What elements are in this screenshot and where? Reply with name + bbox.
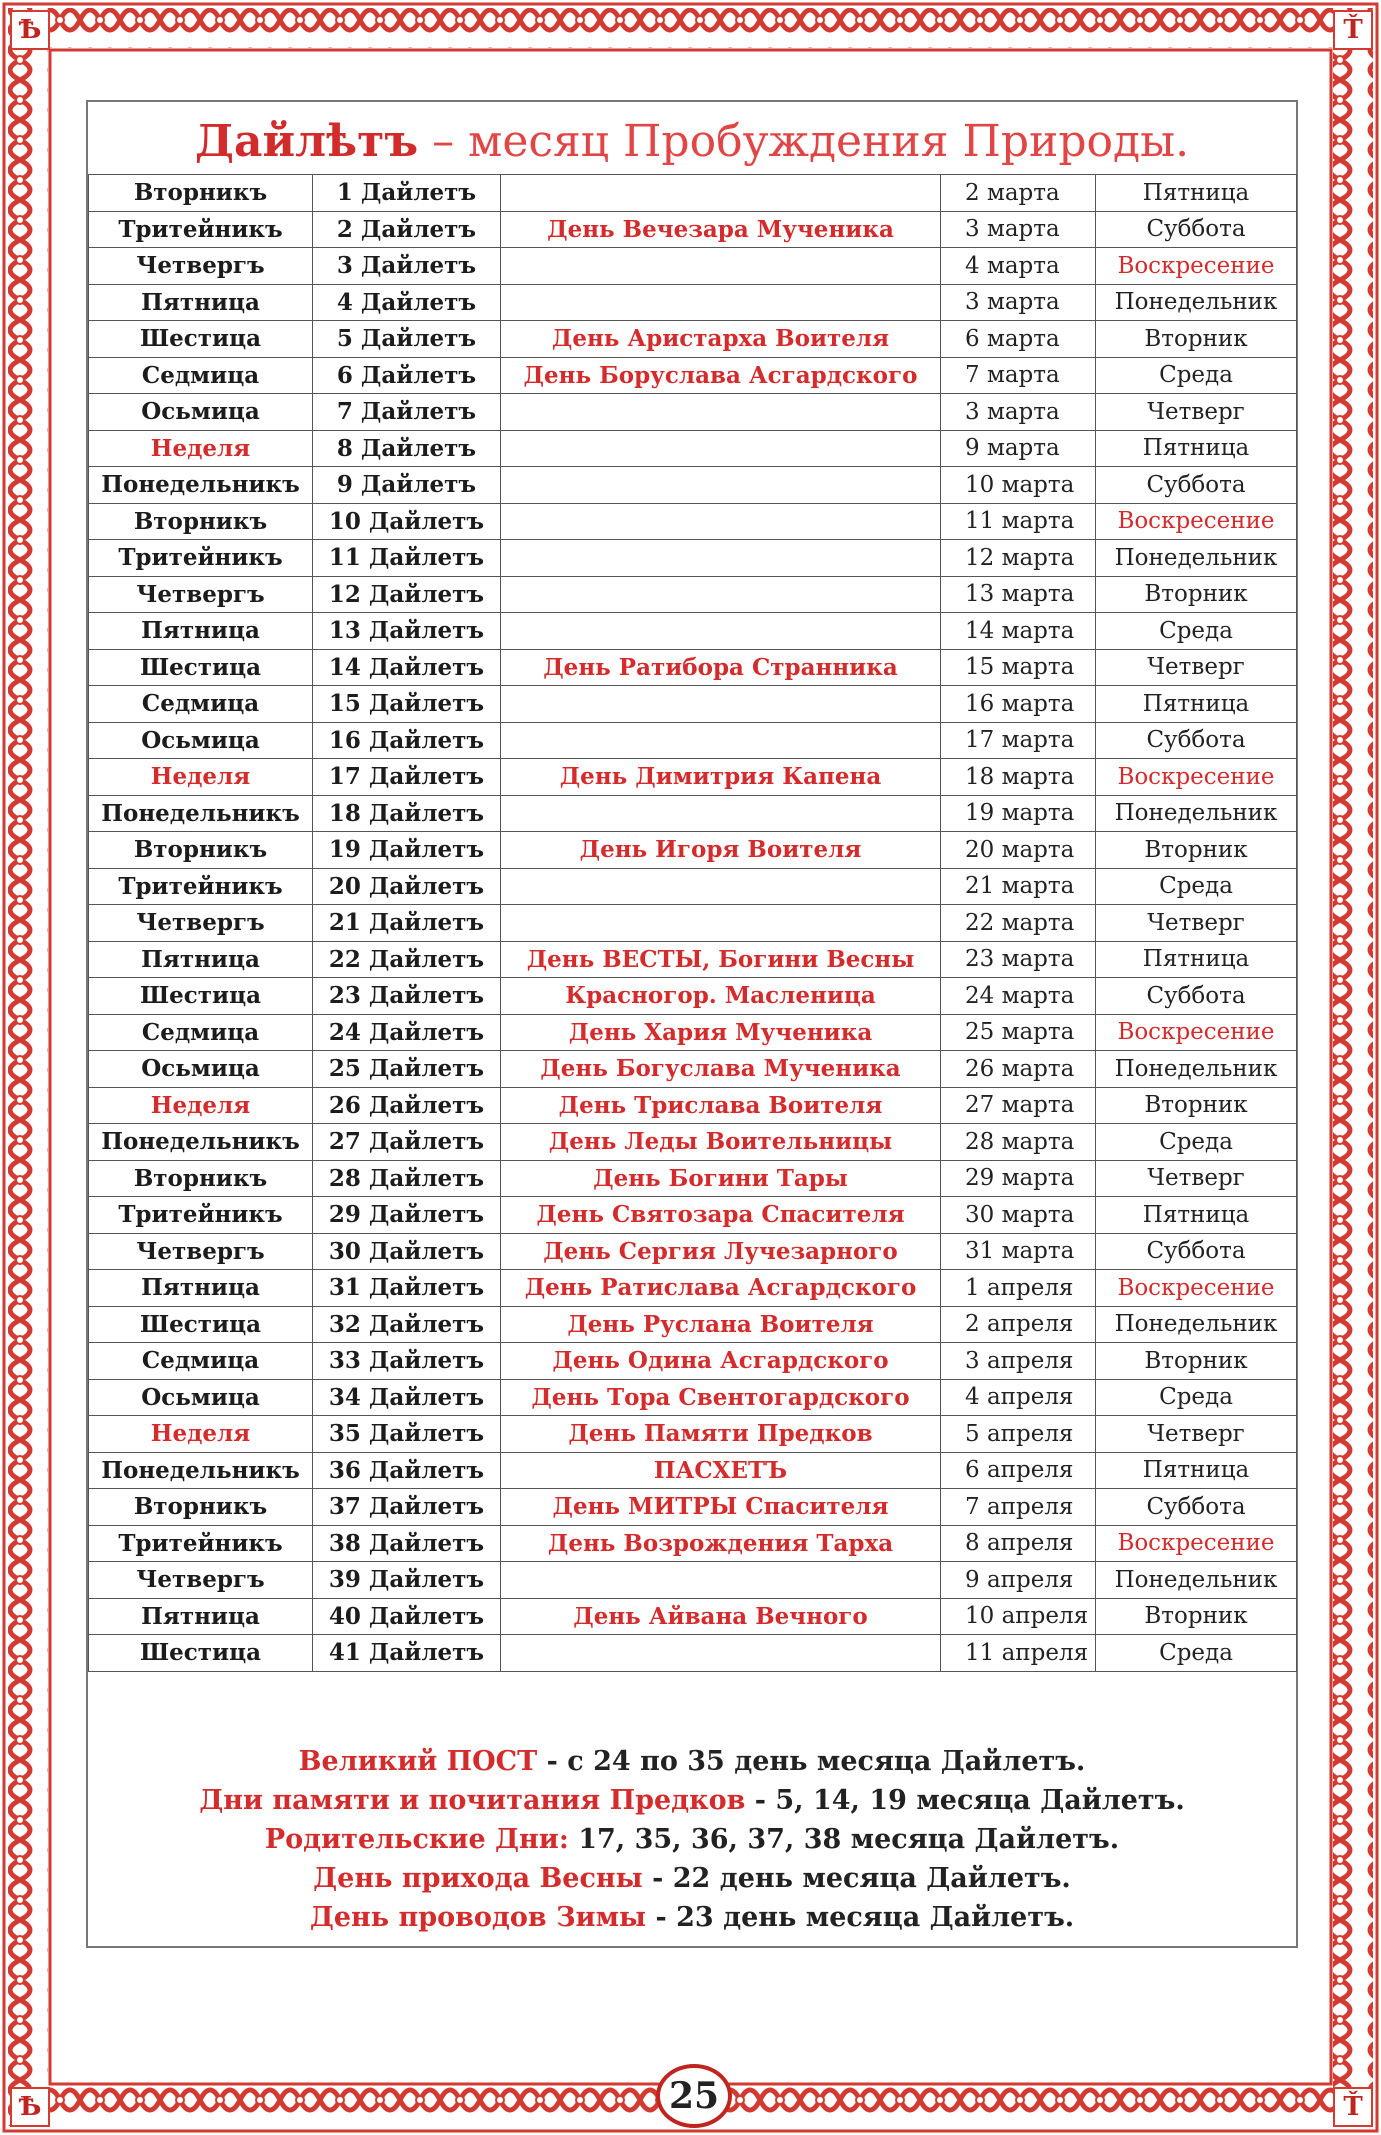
gregorian-date-cell: 21 марта: [941, 868, 1096, 905]
weekday-cell: Тритейникъ: [89, 1197, 313, 1234]
slavic-date-cell: 33 Дайлетъ: [313, 1343, 501, 1380]
slavic-date-cell: 8 Дайлетъ: [313, 430, 501, 467]
table-row: [89, 613, 1297, 650]
weekday-cell: Неделя: [89, 1416, 313, 1453]
table-row: [89, 321, 1297, 358]
weekday-cell: Тритейникъ: [89, 868, 313, 905]
slavic-date-cell: 36 Дайлетъ: [313, 1452, 501, 1489]
gregorian-weekday-cell: Вторник: [1096, 576, 1297, 613]
holiday-cell: [501, 613, 941, 650]
gregorian-date-cell: 7 марта: [941, 357, 1096, 394]
gregorian-date-cell: 9 марта: [941, 430, 1096, 467]
note-line: [88, 1898, 1296, 1937]
gregorian-weekday-cell: Пятница: [1096, 686, 1297, 723]
weekday-cell: Седмица: [89, 357, 313, 394]
gregorian-date-cell: 1 апреля: [941, 1270, 1096, 1307]
weekday-cell: Четвергъ: [89, 905, 313, 942]
holiday-cell: День Одина Асгардского: [501, 1343, 941, 1380]
weekday-cell: Пятница: [89, 613, 313, 650]
note-line: [88, 1781, 1296, 1820]
slavic-date-cell: 29 Дайлетъ: [313, 1197, 501, 1234]
gregorian-date-cell: 29 марта: [941, 1160, 1096, 1197]
holiday-cell: [501, 394, 941, 431]
holiday-cell: День Хария Мученика: [501, 1014, 941, 1051]
weekday-cell: Тритейникъ: [89, 1525, 313, 1562]
table-row: [89, 1452, 1297, 1489]
gregorian-date-cell: 12 марта: [941, 540, 1096, 577]
weekday-cell: Шестица: [89, 1635, 313, 1672]
gregorian-date-cell: 11 марта: [941, 503, 1096, 540]
gregorian-date-cell: 31 марта: [941, 1233, 1096, 1270]
gregorian-date-cell: 2 марта: [941, 175, 1096, 212]
gregorian-weekday-cell: Среда: [1096, 357, 1297, 394]
gregorian-date-cell: 30 марта: [941, 1197, 1096, 1234]
note-label: День прихода Весны: [313, 1863, 643, 1894]
gregorian-weekday-cell: Понедельник: [1096, 1562, 1297, 1599]
table-row: [89, 175, 1297, 212]
holiday-cell: День Сергия Лучезарного: [501, 1233, 941, 1270]
slavic-date-cell: 5 Дайлетъ: [313, 321, 501, 358]
gregorian-weekday-cell: Четверг: [1096, 649, 1297, 686]
slavic-date-cell: 40 Дайлетъ: [313, 1598, 501, 1635]
holiday-cell: День Святозара Спасителя: [501, 1197, 941, 1234]
table-row: [89, 686, 1297, 723]
slavic-date-cell: 34 Дайлетъ: [313, 1379, 501, 1416]
weekday-cell: Пятница: [89, 284, 313, 321]
slavic-date-cell: 10 Дайлетъ: [313, 503, 501, 540]
holiday-cell: [501, 795, 941, 832]
table-row: [89, 467, 1297, 504]
weekday-cell: Неделя: [89, 759, 313, 796]
note-line: [88, 1742, 1296, 1781]
slavic-date-cell: 26 Дайлетъ: [313, 1087, 501, 1124]
slavic-date-cell: 23 Дайлетъ: [313, 978, 501, 1015]
note-label: Великий ПОСТ: [298, 1746, 538, 1777]
note-detail: - 22 день месяца Дайлетъ.: [642, 1863, 1071, 1894]
gregorian-weekday-cell: Суббота: [1096, 722, 1297, 759]
table-row: [89, 211, 1297, 248]
weekday-cell: Понедельникъ: [89, 795, 313, 832]
slavic-date-cell: 14 Дайлетъ: [313, 649, 501, 686]
table-row: [89, 1197, 1297, 1234]
slavic-date-cell: 3 Дайлетъ: [313, 248, 501, 285]
weekday-cell: Неделя: [89, 430, 313, 467]
note-label: Родительские Дни:: [264, 1824, 569, 1855]
gregorian-weekday-cell: Среда: [1096, 613, 1297, 650]
weekday-cell: Четвергъ: [89, 248, 313, 285]
gregorian-weekday-cell: Четверг: [1096, 905, 1297, 942]
holiday-cell: [501, 175, 941, 212]
weekday-cell: Четвергъ: [89, 1562, 313, 1599]
weekday-cell: Тритейникъ: [89, 540, 313, 577]
slavic-date-cell: 39 Дайлетъ: [313, 1562, 501, 1599]
slavic-date-cell: 35 Дайлетъ: [313, 1416, 501, 1453]
holiday-cell: [501, 868, 941, 905]
holiday-cell: День Руслана Воителя: [501, 1306, 941, 1343]
gregorian-date-cell: 18 марта: [941, 759, 1096, 796]
holiday-cell: День Вечезара Мученика: [501, 211, 941, 248]
slavic-date-cell: 37 Дайлетъ: [313, 1489, 501, 1526]
weekday-cell: Пятница: [89, 941, 313, 978]
note-detail: 17, 35, 36, 37, 38 месяца Дайлетъ.: [568, 1824, 1120, 1855]
weekday-cell: Осьмица: [89, 394, 313, 431]
gregorian-weekday-cell: Воскресение: [1096, 503, 1297, 540]
table-row: [89, 1489, 1297, 1526]
slavic-date-cell: 18 Дайлетъ: [313, 795, 501, 832]
slavic-date-cell: 11 Дайлетъ: [313, 540, 501, 577]
slavic-date-cell: 41 Дайлетъ: [313, 1635, 501, 1672]
gregorian-weekday-cell: Понедельник: [1096, 284, 1297, 321]
gregorian-weekday-cell: Воскресение: [1096, 1270, 1297, 1307]
holiday-cell: [501, 1562, 941, 1599]
weekday-cell: Тритейникъ: [89, 211, 313, 248]
note-label: День проводов Зимы: [309, 1902, 647, 1933]
slavic-date-cell: 13 Дайлетъ: [313, 613, 501, 650]
gregorian-date-cell: 28 марта: [941, 1124, 1096, 1161]
table-row: [89, 1087, 1297, 1124]
gregorian-weekday-cell: Воскресение: [1096, 1525, 1297, 1562]
table-row: [89, 1598, 1297, 1635]
table-row: [89, 540, 1297, 577]
gregorian-weekday-cell: Пятница: [1096, 1197, 1297, 1234]
weekday-cell: Седмица: [89, 1014, 313, 1051]
slavic-date-cell: 24 Дайлетъ: [313, 1014, 501, 1051]
table-row: [89, 978, 1297, 1015]
weekday-cell: Неделя: [89, 1087, 313, 1124]
corner-mark-top-right: Ť: [1333, 10, 1373, 50]
holiday-cell: День Богуслава Мученика: [501, 1051, 941, 1088]
holiday-cell: День Ратибора Странника: [501, 649, 941, 686]
table-row: [89, 1051, 1297, 1088]
gregorian-date-cell: 6 апреля: [941, 1452, 1096, 1489]
gregorian-weekday-cell: Суббота: [1096, 467, 1297, 504]
holiday-cell: День Боруслава Асгардского: [501, 357, 941, 394]
table-row: [89, 795, 1297, 832]
gregorian-date-cell: 11 апреля: [941, 1635, 1096, 1672]
table-row: [89, 1635, 1297, 1672]
holiday-cell: ПАСХЕТЪ: [501, 1452, 941, 1489]
gregorian-weekday-cell: Суббота: [1096, 1489, 1297, 1526]
holiday-cell: День Богини Тары: [501, 1160, 941, 1197]
gregorian-weekday-cell: Пятница: [1096, 941, 1297, 978]
holiday-cell: [501, 248, 941, 285]
slavic-date-cell: 7 Дайлетъ: [313, 394, 501, 431]
holiday-cell: [501, 284, 941, 321]
holiday-cell: День ВЕСТЫ, Богини Весны: [501, 941, 941, 978]
gregorian-weekday-cell: Среда: [1096, 1124, 1297, 1161]
table-row: [89, 284, 1297, 321]
table-row: [89, 1306, 1297, 1343]
holiday-cell: День Возрождения Тарха: [501, 1525, 941, 1562]
weekday-cell: Понедельникъ: [89, 1124, 313, 1161]
holiday-cell: [501, 722, 941, 759]
weekday-cell: Осьмица: [89, 722, 313, 759]
table-row: [89, 357, 1297, 394]
gregorian-date-cell: 4 марта: [941, 248, 1096, 285]
table-row: [89, 430, 1297, 467]
gregorian-weekday-cell: Четверг: [1096, 394, 1297, 431]
holiday-cell: [501, 467, 941, 504]
table-row: [89, 941, 1297, 978]
note-detail: - 5, 14, 19 месяца Дайлетъ.: [745, 1785, 1185, 1816]
holiday-cell: День Трислава Воителя: [501, 1087, 941, 1124]
note-line: [88, 1859, 1296, 1898]
gregorian-date-cell: 10 апреля: [941, 1598, 1096, 1635]
weekday-cell: Шестица: [89, 321, 313, 358]
gregorian-date-cell: 24 марта: [941, 978, 1096, 1015]
slavic-date-cell: 4 Дайлетъ: [313, 284, 501, 321]
holiday-cell: День Айвана Вечного: [501, 1598, 941, 1635]
gregorian-date-cell: 23 марта: [941, 941, 1096, 978]
holiday-cell: [501, 430, 941, 467]
holiday-cell: День МИТРЫ Спасителя: [501, 1489, 941, 1526]
table-row: [89, 759, 1297, 796]
table-row: [89, 868, 1297, 905]
weekday-cell: Шестица: [89, 978, 313, 1015]
table-row: [89, 722, 1297, 759]
weekday-cell: Понедельникъ: [89, 467, 313, 504]
gregorian-weekday-cell: Суббота: [1096, 211, 1297, 248]
gregorian-weekday-cell: Воскресение: [1096, 1014, 1297, 1051]
slavic-date-cell: 31 Дайлетъ: [313, 1270, 501, 1307]
gregorian-weekday-cell: Пятница: [1096, 175, 1297, 212]
gregorian-date-cell: 22 марта: [941, 905, 1096, 942]
slavic-date-cell: 12 Дайлетъ: [313, 576, 501, 613]
holiday-cell: [501, 503, 941, 540]
table-row: [89, 1379, 1297, 1416]
weekday-cell: Вторникъ: [89, 832, 313, 869]
holiday-cell: День Тора Свентогардского: [501, 1379, 941, 1416]
weekday-cell: Вторникъ: [89, 503, 313, 540]
gregorian-date-cell: 3 марта: [941, 284, 1096, 321]
slavic-date-cell: 9 Дайлетъ: [313, 467, 501, 504]
weekday-cell: Вторникъ: [89, 1489, 313, 1526]
gregorian-weekday-cell: Среда: [1096, 868, 1297, 905]
gregorian-date-cell: 25 марта: [941, 1014, 1096, 1051]
weekday-cell: Понедельникъ: [89, 1452, 313, 1489]
slavic-date-cell: 6 Дайлетъ: [313, 357, 501, 394]
weekday-cell: Пятница: [89, 1270, 313, 1307]
page-title: [88, 116, 1296, 167]
gregorian-date-cell: 15 марта: [941, 649, 1096, 686]
gregorian-date-cell: 3 апреля: [941, 1343, 1096, 1380]
holiday-cell: [501, 1635, 941, 1672]
notes-block: [88, 1742, 1296, 1937]
table-row: [89, 1525, 1297, 1562]
corner-mark-bottom-left: Ѣ: [10, 2087, 50, 2127]
slavic-date-cell: 30 Дайлетъ: [313, 1233, 501, 1270]
weekday-cell: Осьмица: [89, 1051, 313, 1088]
gregorian-weekday-cell: Понедельник: [1096, 540, 1297, 577]
calendar-panel: [86, 100, 1298, 1948]
gregorian-weekday-cell: Среда: [1096, 1379, 1297, 1416]
table-row: [89, 832, 1297, 869]
gregorian-date-cell: 17 марта: [941, 722, 1096, 759]
slavic-date-cell: 20 Дайлетъ: [313, 868, 501, 905]
month-name: Дайлѣтъ: [194, 116, 419, 167]
weekday-cell: Вторникъ: [89, 175, 313, 212]
slavic-date-cell: 16 Дайлетъ: [313, 722, 501, 759]
gregorian-date-cell: 19 марта: [941, 795, 1096, 832]
weekday-cell: Седмица: [89, 686, 313, 723]
calendar-table: [88, 174, 1297, 1672]
holiday-cell: [501, 686, 941, 723]
table-row: [89, 1233, 1297, 1270]
note-label: Дни памяти и почитания Предков: [199, 1785, 746, 1816]
holiday-cell: Красногор. Масленица: [501, 978, 941, 1015]
holiday-cell: День Аристарха Воителя: [501, 321, 941, 358]
gregorian-date-cell: 3 марта: [941, 211, 1096, 248]
slavic-date-cell: 28 Дайлетъ: [313, 1160, 501, 1197]
gregorian-weekday-cell: Воскресение: [1096, 248, 1297, 285]
gregorian-weekday-cell: Понедельник: [1096, 1306, 1297, 1343]
slavic-date-cell: 38 Дайлетъ: [313, 1525, 501, 1562]
page-number: 25: [656, 2064, 732, 2128]
note-detail: - с 24 по 35 день месяца Дайлетъ.: [537, 1746, 1086, 1777]
note-detail: - 23 день месяца Дайлетъ.: [646, 1902, 1075, 1933]
table-row: [89, 394, 1297, 431]
gregorian-weekday-cell: Суббота: [1096, 978, 1297, 1015]
table-row: [89, 503, 1297, 540]
weekday-cell: Пятница: [89, 1598, 313, 1635]
table-row: [89, 248, 1297, 285]
gregorian-date-cell: 16 марта: [941, 686, 1096, 723]
gregorian-date-cell: 26 марта: [941, 1051, 1096, 1088]
gregorian-weekday-cell: Вторник: [1096, 321, 1297, 358]
weekday-cell: Четвергъ: [89, 576, 313, 613]
gregorian-date-cell: 14 марта: [941, 613, 1096, 650]
slavic-date-cell: 15 Дайлетъ: [313, 686, 501, 723]
gregorian-weekday-cell: Вторник: [1096, 832, 1297, 869]
table-row: [89, 576, 1297, 613]
gregorian-weekday-cell: Вторник: [1096, 1343, 1297, 1380]
holiday-cell: День Игоря Воителя: [501, 832, 941, 869]
holiday-cell: [501, 576, 941, 613]
table-row: [89, 1270, 1297, 1307]
calendar-body: [89, 175, 1297, 1672]
gregorian-date-cell: 6 марта: [941, 321, 1096, 358]
gregorian-date-cell: 13 марта: [941, 576, 1096, 613]
weekday-cell: Шестица: [89, 649, 313, 686]
gregorian-date-cell: 10 марта: [941, 467, 1096, 504]
gregorian-date-cell: 5 апреля: [941, 1416, 1096, 1453]
weekday-cell: Вторникъ: [89, 1160, 313, 1197]
slavic-date-cell: 2 Дайлетъ: [313, 211, 501, 248]
month-subtitle: – месяц Пробуждения Природы.: [418, 116, 1190, 167]
gregorian-weekday-cell: Понедельник: [1096, 1051, 1297, 1088]
weekday-cell: Осьмица: [89, 1379, 313, 1416]
slavic-date-cell: 1 Дайлетъ: [313, 175, 501, 212]
table-row: [89, 649, 1297, 686]
gregorian-date-cell: 9 апреля: [941, 1562, 1096, 1599]
gregorian-weekday-cell: Суббота: [1096, 1233, 1297, 1270]
table-row: [89, 1160, 1297, 1197]
table-row: [89, 1014, 1297, 1051]
holiday-cell: [501, 540, 941, 577]
gregorian-date-cell: 8 апреля: [941, 1525, 1096, 1562]
holiday-cell: День Памяти Предков: [501, 1416, 941, 1453]
gregorian-date-cell: 20 марта: [941, 832, 1096, 869]
gregorian-weekday-cell: Четверг: [1096, 1160, 1297, 1197]
weekday-cell: Четвергъ: [89, 1233, 313, 1270]
gregorian-date-cell: 27 марта: [941, 1087, 1096, 1124]
gregorian-date-cell: 4 апреля: [941, 1379, 1096, 1416]
table-row: [89, 905, 1297, 942]
gregorian-date-cell: 2 апреля: [941, 1306, 1096, 1343]
holiday-cell: [501, 905, 941, 942]
holiday-cell: День Леды Воительницы: [501, 1124, 941, 1161]
gregorian-weekday-cell: Среда: [1096, 1635, 1297, 1672]
weekday-cell: Седмица: [89, 1343, 313, 1380]
gregorian-weekday-cell: Пятница: [1096, 430, 1297, 467]
holiday-cell: День Ратислава Асгардского: [501, 1270, 941, 1307]
slavic-date-cell: 27 Дайлетъ: [313, 1124, 501, 1161]
gregorian-weekday-cell: Вторник: [1096, 1598, 1297, 1635]
table-row: [89, 1416, 1297, 1453]
holiday-cell: День Димитрия Капена: [501, 759, 941, 796]
gregorian-date-cell: 7 апреля: [941, 1489, 1096, 1526]
gregorian-weekday-cell: Четверг: [1096, 1416, 1297, 1453]
slavic-date-cell: 19 Дайлетъ: [313, 832, 501, 869]
slavic-date-cell: 21 Дайлетъ: [313, 905, 501, 942]
gregorian-weekday-cell: Вторник: [1096, 1087, 1297, 1124]
slavic-date-cell: 32 Дайлетъ: [313, 1306, 501, 1343]
note-line: [88, 1820, 1296, 1859]
slavic-date-cell: 17 Дайлетъ: [313, 759, 501, 796]
corner-mark-bottom-right: Ť: [1333, 2087, 1373, 2127]
table-row: [89, 1562, 1297, 1599]
slavic-date-cell: 25 Дайлетъ: [313, 1051, 501, 1088]
weekday-cell: Шестица: [89, 1306, 313, 1343]
gregorian-weekday-cell: Воскресение: [1096, 759, 1297, 796]
table-row: [89, 1124, 1297, 1161]
corner-mark-top-left: Ѣ: [10, 10, 50, 50]
table-row: [89, 1343, 1297, 1380]
gregorian-weekday-cell: Понедельник: [1096, 795, 1297, 832]
slavic-date-cell: 22 Дайлетъ: [313, 941, 501, 978]
gregorian-date-cell: 3 марта: [941, 394, 1096, 431]
gregorian-weekday-cell: Пятница: [1096, 1452, 1297, 1489]
